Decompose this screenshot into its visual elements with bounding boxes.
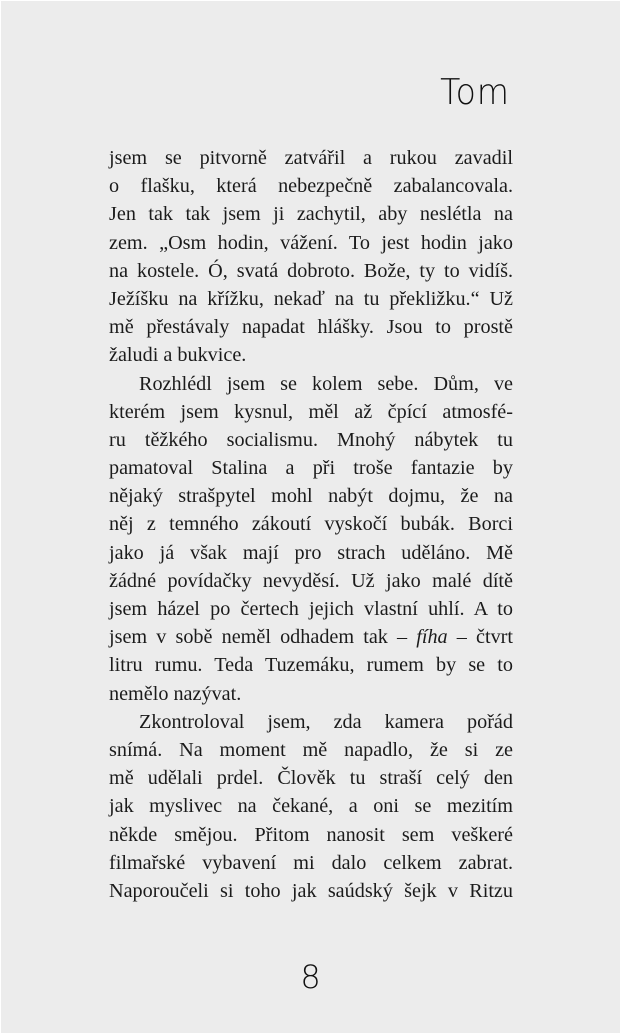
text-line: Jen tak tak jsem ji zachytil, aby neslétla na [109,203,513,226]
text-line: snímá. Na moment mě napadlo, že si ze [109,738,513,761]
text-line: zem. „Osm hodin, vážení. To jest hodin jako [109,231,513,254]
text-line: mě přestávaly napadat hlášky. Jsou to prostě [109,316,513,339]
text-line: na kostele. Ó, svatá dobroto. Bože, ty to vidíš. [109,259,513,282]
text-line: nemělo nazývat. [109,682,242,705]
running-head: Tom [440,72,510,113]
body-text [109,144,513,905]
text-line: jak myslivec na čekané, a oni se mezitím [109,795,513,818]
text-line: litru rumu. Teda Tuzemáku, rumem by se to [109,654,513,677]
text-line: filmařské vybavení mi dalo celkem zabrat. [109,851,513,874]
text-line: žaludi a bukvice. [109,344,247,367]
text-line: pamatoval Stalina a při troše fantazie by [109,457,513,480]
book-page [1,1,620,1033]
text-line: kterém jsem kysnul, měl až čpící atmosfé- [109,400,513,423]
text-line: ru těžkého socialismu. Mnohý nábytek tu [109,428,513,451]
page-number: 8 [300,958,321,996]
text-line: o flašku, která nebezpečně zabalancovala. [109,175,513,198]
text-line: něj z temného zákoutí vyskočí bubák. Borci [109,513,513,536]
text-line: jsem házel po čertech jejich vlastní uhlí. A to [109,598,513,620]
text-line: Ježíšku na křížku, nekaď na tu překližku.“ Už [109,287,513,310]
text-line: jsem se pitvorně zatvářil a rukou zavadil [109,147,513,169]
text-line: nějaký strašpytel mohl nabýt dojmu, že na [109,485,513,508]
text-line: Naporoučeli si toho jak saúdský šejk v Ritzu [109,879,513,902]
text-line: Rozhlédl jsem se kolem sebe. Dům, ve [139,372,513,395]
text-line: někde smějou. Přitom nanosit sem veškeré [109,823,513,846]
text-line: jako já však mají pro strach uděláno. Mě [109,541,513,564]
text-line: jsem v sobě neměl odhadem tak – fíha – čtvrt [109,626,513,649]
text-line: mě udělali prdel. Člověk tu straší celý den [109,767,513,790]
text-line: Zkontroloval jsem, zda kamera pořád [139,710,513,733]
text-line: žádné povídačky nevyděsí. Už jako malé dítě [109,569,513,592]
